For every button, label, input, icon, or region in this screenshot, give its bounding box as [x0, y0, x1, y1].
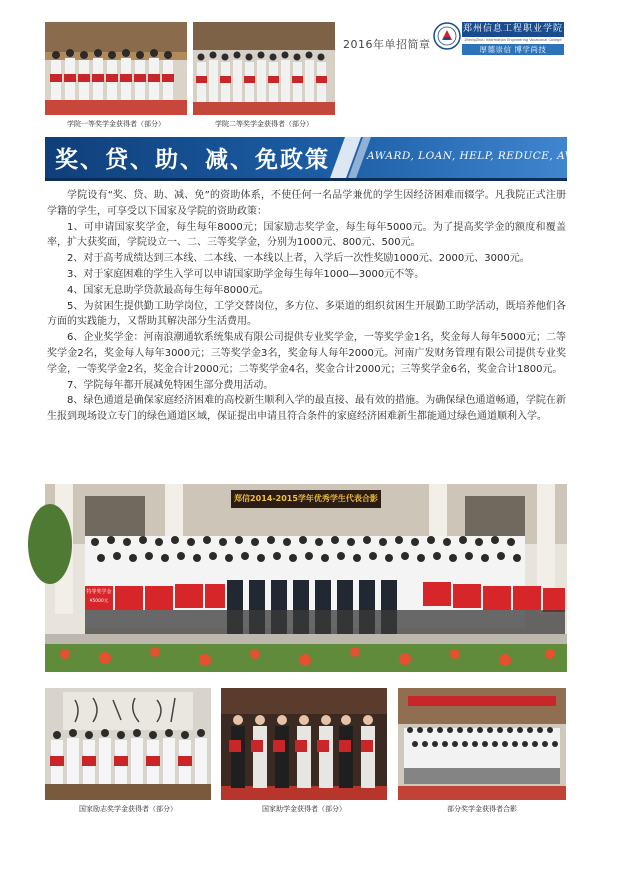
award-board-label: 特等奖学金	[86, 589, 112, 595]
group-photo-sign: 郑信2014-2015学年优秀学生代表合影	[234, 494, 378, 503]
college-name-en: ZhengZhou Information Engineering Vocational College	[464, 38, 562, 42]
policy-item-7: 7、学院每年都开展减免特困生部分费用活动。	[67, 379, 274, 391]
section-title: 奖、贷、助、减、免政策	[55, 147, 330, 173]
policy-item-5: 5、为贫困生提供勤工助学岗位，工学交替岗位，多方位、多渠道的组织贫困生开展勤工助学活动，既培养他们各方面的实践能力，又帮助其解决部分生活费用。	[47, 300, 566, 328]
policy-item-2: 2、对于高考成绩达到三本线、二本线、一本线以上者，入学后一次性奖励1000元、2000元、3000元。	[67, 253, 530, 265]
photo-caption-scholarship-group: 部分奖学金获得者合影	[447, 805, 517, 813]
photo-scholarship-winners-group	[398, 688, 566, 800]
policy-text	[47, 188, 566, 425]
photo-caption-second-class: 学院二等奖学金获得者（部分）	[215, 120, 313, 128]
photo-caption-national-inspirational: 国家励志奖学金获得者（部分）	[79, 805, 177, 813]
photo-caption-first-class: 学院一等奖学金获得者（部分）	[67, 120, 165, 128]
policy-item-6: 6、企业奖学金：河南浪潮通软系统集成有限公司提供专业奖学金，一等奖学金1名，奖金每人每年5000元；二等奖学金2名，奖金每人每年3000元；三等奖学金3名，奖金每人每年2000元。河南广发财务管理有限公司提供专业奖学金，一等奖学金2名，奖金合计2000元；二等奖学金4名，奖金合计2000元；三等奖学金6名，奖金合计1800元。	[47, 332, 566, 375]
photo-national-inspirational-scholarship	[45, 688, 211, 800]
photo-caption-national-grant: 国家助学金获得者（部分）	[262, 805, 346, 813]
policy-item-4: 4、国家无息助学贷款最高每生每年8000元。	[67, 284, 269, 296]
policy-intro: 学院设有“奖、贷、助、减、免”的资助体系，不使任何一名品学兼优的学生因经济困难而辍学。凡我院正式注册学籍的学生，可享受以下国家及学院的资助政策：	[47, 190, 566, 217]
photo-outstanding-students-group	[45, 484, 567, 672]
award-board-amount: ¥5000元	[89, 599, 109, 604]
policy-item-1: 1、可申请国家奖学金，每生每年8000元；国家励志奖学金，每生每年5000元。为了提高奖学金的额度和覆盖率，扩大获奖面，学院设立一、二、三等奖学金，分别为1000元、800元、500元。	[47, 221, 566, 249]
brochure-year-title: 2016年单招简章	[343, 38, 431, 51]
policy-item-3: 3、对于家庭困难的学生入学可以申请国家助学金每生每年1000—3000元不等。	[67, 268, 425, 280]
college-motto: 厚德崇信 博学尚技	[462, 44, 564, 55]
photo-second-class-scholarship	[193, 22, 335, 115]
photo-first-class-scholarship	[45, 22, 187, 115]
section-title-en: AWARD, LOAN, HELP, REDUCE, AVOID POLICY	[367, 150, 644, 162]
photo-national-grant	[221, 688, 387, 800]
college-seal-icon	[433, 22, 461, 50]
policy-item-8: 8、绿色通道是确保家庭经济困难的高校新生顺利入学的最直接、最有效的措施。为确保绿色通道畅通，学院在新生报到现场设立专门的绿色通道区域，保证提出申请且符合条件的家庭经济困难新生都能通过绿色通道顺利入学。	[47, 395, 566, 423]
college-name-cn: 郑州信息工程职业学院	[462, 22, 564, 37]
